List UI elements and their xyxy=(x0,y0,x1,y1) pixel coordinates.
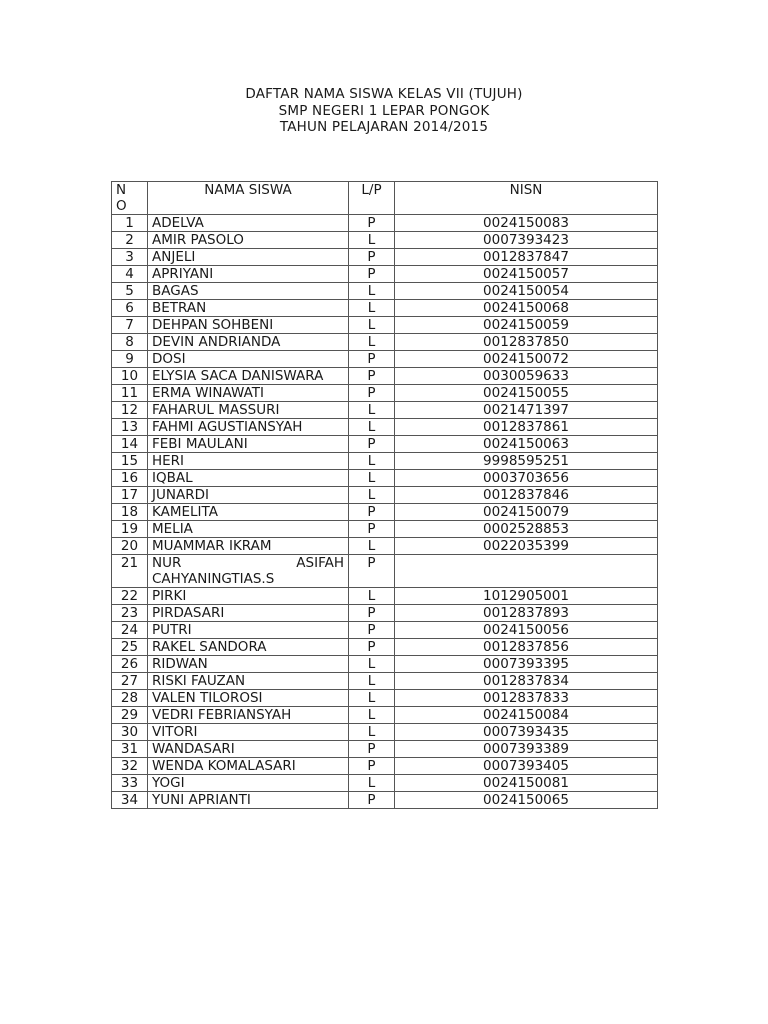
gender-cell: L xyxy=(349,419,395,436)
nisn-cell: 0007393389 xyxy=(395,741,658,758)
table-row xyxy=(112,588,658,605)
student-name xyxy=(148,555,349,588)
nisn-cell: 0024150055 xyxy=(395,385,658,402)
nisn-cell: 0024150057 xyxy=(395,266,658,283)
table-row xyxy=(112,436,658,453)
nisn-cell: 0012837850 xyxy=(395,334,658,351)
table-row xyxy=(112,385,658,402)
table-row xyxy=(112,521,658,538)
row-number: 13 xyxy=(112,419,148,436)
nisn-cell: 0024150083 xyxy=(395,215,658,232)
nisn-cell: 0012837893 xyxy=(395,605,658,622)
student-name: RIDWAN xyxy=(148,656,349,673)
table-body xyxy=(112,215,658,809)
nisn-cell: 0012837834 xyxy=(395,673,658,690)
gender-cell: P xyxy=(349,215,395,232)
row-number: 20 xyxy=(112,538,148,555)
gender-cell: L xyxy=(349,775,395,792)
gender-cell: L xyxy=(349,283,395,300)
row-number: 12 xyxy=(112,402,148,419)
student-name: DEVIN ANDRIANDA xyxy=(148,334,349,351)
row-number: 33 xyxy=(112,775,148,792)
student-name: KAMELITA xyxy=(148,504,349,521)
nisn-cell: 0007393405 xyxy=(395,758,658,775)
student-name: ANJELI xyxy=(148,249,349,266)
table-row xyxy=(112,351,658,368)
table-row xyxy=(112,639,658,656)
row-number: 10 xyxy=(112,368,148,385)
student-name: VEDRI FEBRIANSYAH xyxy=(148,707,349,724)
nisn-cell: 0024150068 xyxy=(395,300,658,317)
nisn-cell: 0012837847 xyxy=(395,249,658,266)
gender-cell: P xyxy=(349,504,395,521)
nisn-cell: 9998595251 xyxy=(395,453,658,470)
gender-cell: L xyxy=(349,538,395,555)
gender-cell: P xyxy=(349,605,395,622)
student-name: FAHARUL MASSURI xyxy=(148,402,349,419)
header-no xyxy=(112,182,148,215)
row-number: 3 xyxy=(112,249,148,266)
row-number: 32 xyxy=(112,758,148,775)
gender-cell: P xyxy=(349,266,395,283)
gender-cell: P xyxy=(349,368,395,385)
nisn-cell: 0003703656 xyxy=(395,470,658,487)
gender-cell: L xyxy=(349,656,395,673)
table-row xyxy=(112,656,658,673)
nisn-cell: 0024150059 xyxy=(395,317,658,334)
student-name-line-1: NUR ASIFAH xyxy=(152,555,344,571)
nisn-cell: 0024150081 xyxy=(395,775,658,792)
header-nisn: NISN xyxy=(395,182,658,215)
nisn-cell: 0021471397 xyxy=(395,402,658,419)
gender-cell: P xyxy=(349,351,395,368)
table-row xyxy=(112,504,658,521)
table-row xyxy=(112,283,658,300)
gender-cell: L xyxy=(349,334,395,351)
student-name: APRIYANI xyxy=(148,266,349,283)
student-name: PIRDASARI xyxy=(148,605,349,622)
row-number: 30 xyxy=(112,724,148,741)
nisn-cell: 0024150065 xyxy=(395,792,658,809)
gender-cell: P xyxy=(349,792,395,809)
nisn-cell: 0012837846 xyxy=(395,487,658,504)
student-name: YUNI APRIANTI xyxy=(148,792,349,809)
nisn-cell: 0024150079 xyxy=(395,504,658,521)
row-number: 31 xyxy=(112,741,148,758)
student-name: FEBI MAULANI xyxy=(148,436,349,453)
student-name: RAKEL SANDORA xyxy=(148,639,349,656)
student-name: MELIA xyxy=(148,521,349,538)
header-name: NAMA SISWA xyxy=(148,182,349,215)
gender-cell: P xyxy=(349,622,395,639)
row-number: 5 xyxy=(112,283,148,300)
row-number: 18 xyxy=(112,504,148,521)
nisn-cell: 0022035399 xyxy=(395,538,658,555)
table-row xyxy=(112,741,658,758)
table-row xyxy=(112,758,658,775)
student-name: FAHMI AGUSTIANSYAH xyxy=(148,419,349,436)
row-number: 1 xyxy=(112,215,148,232)
nisn-cell: 1012905001 xyxy=(395,588,658,605)
nisn-cell: 0002528853 xyxy=(395,521,658,538)
row-number: 29 xyxy=(112,707,148,724)
table-row xyxy=(112,792,658,809)
nisn-cell xyxy=(395,555,658,588)
student-name: DEHPAN SOHBENI xyxy=(148,317,349,334)
student-name: AMIR PASOLO xyxy=(148,232,349,249)
gender-cell: P xyxy=(349,555,395,588)
nisn-cell: 0024150056 xyxy=(395,622,658,639)
row-number: 23 xyxy=(112,605,148,622)
gender-cell: L xyxy=(349,232,395,249)
title-line-2: SMP NEGERI 1 LEPAR PONGOK xyxy=(278,102,490,119)
student-name: HERI xyxy=(148,453,349,470)
gender-cell: P xyxy=(349,639,395,656)
nisn-cell: 0024150063 xyxy=(395,436,658,453)
nisn-cell: 0024150054 xyxy=(395,283,658,300)
student-name: PIRKI xyxy=(148,588,349,605)
gender-cell: L xyxy=(349,690,395,707)
nisn-cell: 0007393395 xyxy=(395,656,658,673)
student-name: IQBAL xyxy=(148,470,349,487)
student-name-line-2: CAHYANINGTIAS.S xyxy=(152,571,275,587)
nisn-cell: 0007393435 xyxy=(395,724,658,741)
gender-cell: P xyxy=(349,741,395,758)
row-number: 7 xyxy=(112,317,148,334)
table-row xyxy=(112,622,658,639)
student-name: BETRAN xyxy=(148,300,349,317)
table-row xyxy=(112,334,658,351)
row-number: 24 xyxy=(112,622,148,639)
gender-cell: P xyxy=(349,758,395,775)
student-name: ADELVA xyxy=(148,215,349,232)
row-number: 16 xyxy=(112,470,148,487)
table-row xyxy=(112,724,658,741)
student-name: ERMA WINAWATI xyxy=(148,385,349,402)
row-number: 19 xyxy=(112,521,148,538)
row-number: 22 xyxy=(112,588,148,605)
student-name: ELYSIA SACA DANISWARA xyxy=(148,368,349,385)
row-number: 2 xyxy=(112,232,148,249)
table-row xyxy=(112,300,658,317)
table-row xyxy=(112,249,658,266)
table-row xyxy=(112,605,658,622)
student-name: PUTRI xyxy=(148,622,349,639)
table-row xyxy=(112,317,658,334)
nisn-cell: 0024150084 xyxy=(395,707,658,724)
nisn-cell: 0007393423 xyxy=(395,232,658,249)
row-number: 15 xyxy=(112,453,148,470)
row-number: 17 xyxy=(112,487,148,504)
student-name: DOSI xyxy=(148,351,349,368)
row-number: 21 xyxy=(112,555,148,588)
student-name: RISKI FAUZAN xyxy=(148,673,349,690)
table-row xyxy=(112,402,658,419)
table-row xyxy=(112,487,658,504)
student-table xyxy=(111,181,658,809)
gender-cell: L xyxy=(349,487,395,504)
gender-cell: L xyxy=(349,300,395,317)
gender-cell: P xyxy=(349,521,395,538)
gender-cell: L xyxy=(349,402,395,419)
table-row xyxy=(112,232,658,249)
row-number: 26 xyxy=(112,656,148,673)
gender-cell: L xyxy=(349,673,395,690)
header-no-line-2: O xyxy=(116,198,127,214)
nisn-cell: 0024150072 xyxy=(395,351,658,368)
row-number: 4 xyxy=(112,266,148,283)
table-row xyxy=(112,775,658,792)
gender-cell: P xyxy=(349,385,395,402)
row-number: 8 xyxy=(112,334,148,351)
student-name: VITORI xyxy=(148,724,349,741)
row-number: 9 xyxy=(112,351,148,368)
gender-cell: L xyxy=(349,453,395,470)
table-row xyxy=(112,470,658,487)
row-number: 11 xyxy=(112,385,148,402)
title-line-3: TAHUN PELAJARAN 2014/2015 xyxy=(279,119,489,135)
table-row xyxy=(112,690,658,707)
title-line-1: DAFTAR NAMA SISWA KELAS VII (TUJUH) xyxy=(245,86,523,102)
table-header xyxy=(112,182,658,215)
table-row xyxy=(112,707,658,724)
table-row xyxy=(112,453,658,470)
student-name: JUNARDI xyxy=(148,487,349,504)
row-number: 25 xyxy=(112,639,148,656)
header-row xyxy=(112,182,658,215)
header-lp: L/P xyxy=(349,182,395,215)
header-no-line-1: N xyxy=(116,182,127,198)
gender-cell: L xyxy=(349,707,395,724)
table-row xyxy=(112,538,658,555)
table-row xyxy=(112,368,658,385)
gender-cell: P xyxy=(349,249,395,266)
nisn-cell: 0030059633 xyxy=(395,368,658,385)
table-row xyxy=(112,266,658,283)
gender-cell: L xyxy=(349,724,395,741)
table-row xyxy=(112,673,658,690)
nisn-cell: 0012837833 xyxy=(395,690,658,707)
nisn-cell: 0012837861 xyxy=(395,419,658,436)
student-name: WANDASARI xyxy=(148,741,349,758)
table-row xyxy=(112,215,658,232)
student-name: MUAMMAR IKRAM xyxy=(148,538,349,555)
student-name: BAGAS xyxy=(148,283,349,300)
gender-cell: L xyxy=(349,317,395,334)
gender-cell: L xyxy=(349,470,395,487)
row-number: 28 xyxy=(112,690,148,707)
row-number: 14 xyxy=(112,436,148,453)
student-name: WENDA KOMALASARI xyxy=(148,758,349,775)
gender-cell: L xyxy=(349,588,395,605)
row-number: 34 xyxy=(112,792,148,809)
document-title xyxy=(0,86,768,136)
gender-cell: P xyxy=(349,436,395,453)
student-name: YOGI xyxy=(148,775,349,792)
row-number: 27 xyxy=(112,673,148,690)
student-name: VALEN TILOROSI xyxy=(148,690,349,707)
nisn-cell: 0012837856 xyxy=(395,639,658,656)
row-number: 6 xyxy=(112,300,148,317)
table-row xyxy=(112,419,658,436)
table-row xyxy=(112,555,658,588)
